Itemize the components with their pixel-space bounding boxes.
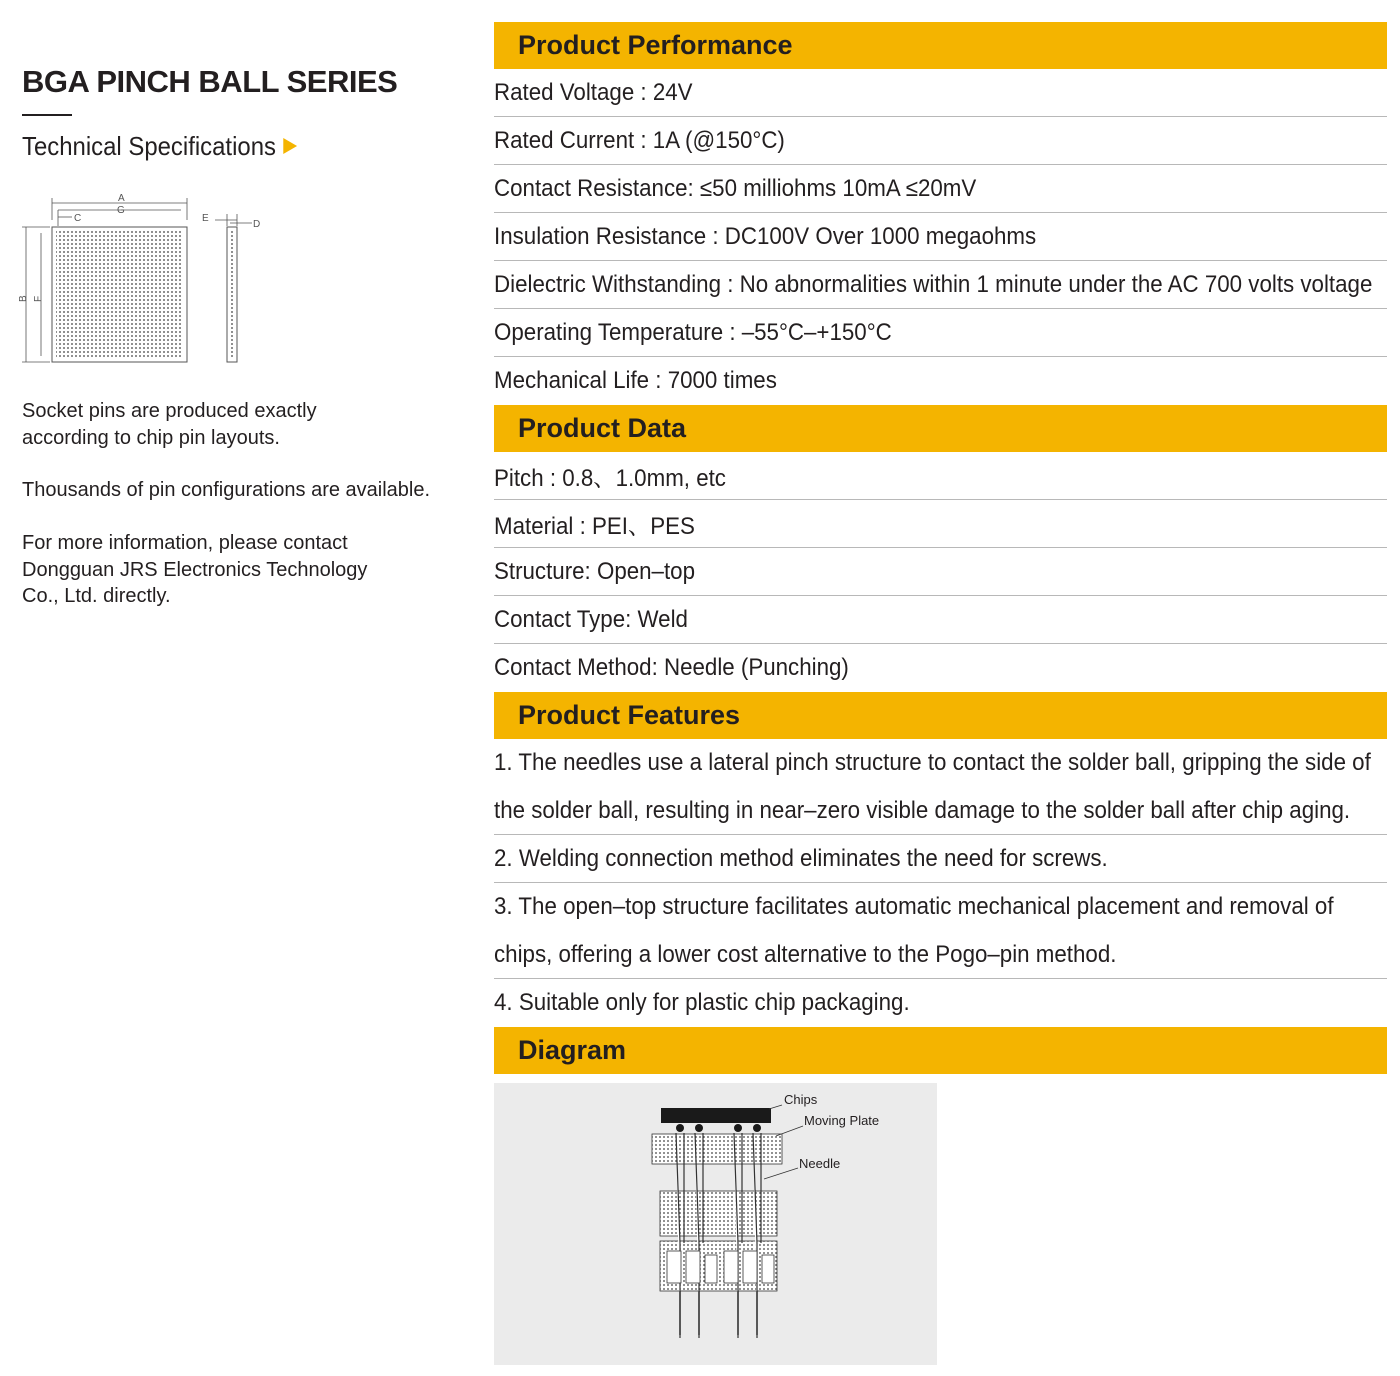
spec-dimension-drawing	[18, 190, 272, 370]
spec-row: Insulation Resistance : DC100V Over 1000 megaohms	[494, 213, 1387, 261]
feature-row: 4. Suitable only for plastic chip packaging.	[494, 989, 910, 1016]
spec-row: Mechanical Life : 7000 times	[494, 367, 777, 394]
diagram-label-chips: Chips	[784, 1092, 818, 1107]
spec-row: Operating Temperature : –55°C–+150°C	[494, 309, 1387, 357]
paragraph-socket-pins: Socket pins are produced exactly according to chip pin layouts.	[22, 400, 317, 449]
right-column	[494, 22, 1387, 1365]
paragraph-contact: For more information, please contact Dongguan JRS Electronics Technology Co., Ltd. directly.	[22, 532, 368, 607]
dim-label-a: A	[118, 193, 125, 204]
title-underline	[22, 114, 72, 116]
dim-label-e: E	[202, 213, 209, 224]
feature-row: 3. The open–top structure facilitates automatic mechanical placement and removal of	[494, 893, 1334, 920]
series-title: BGA PINCH BALL SERIES	[22, 64, 398, 99]
play-arrow-icon	[283, 138, 297, 154]
feature-row: 1. The needles use a lateral pinch structure to contact the solder ball, gripping the side of	[494, 749, 1371, 776]
feature-row: chips, offering a lower cost alternative to the Pogo–pin method.	[494, 931, 1387, 979]
section-header-diagram: Diagram	[494, 1027, 1387, 1074]
dim-label-b: B	[18, 295, 29, 302]
data-row: Contact Type: Weld	[494, 596, 1387, 644]
diagram-label-moving-plate: Moving Plate	[804, 1113, 880, 1128]
feature-row: 2. Welding connection method eliminates the need for screws.	[494, 835, 1387, 883]
diagram-label-needle: Needle	[799, 1156, 841, 1171]
dim-label-d: D	[253, 219, 261, 230]
spec-row: Contact Resistance: ≤50 milliohms 10mA ≤20mV	[494, 165, 1387, 213]
spec-row: Rated Current : 1A (@150°C)	[494, 117, 1387, 165]
data-row: Pitch : 0.8、1.0mm, etc	[494, 452, 1387, 500]
dim-label-g: G	[117, 205, 125, 216]
technical-specifications-heading	[22, 131, 297, 162]
dim-label-c: C	[74, 213, 82, 224]
data-row: Contact Method: Needle (Punching)	[494, 654, 849, 681]
spec-row: Rated Voltage : 24V	[494, 69, 1387, 117]
dim-label-f: F	[33, 295, 44, 302]
spec-row: Dielectric Withstanding : No abnormalities within 1 minute under the AC 700 volts voltage	[494, 261, 1387, 309]
technical-specifications-label: Technical Specifications	[22, 131, 276, 161]
section-header-data: Product Data	[494, 405, 1387, 452]
section-header-features: Product Features	[494, 692, 1387, 739]
section-header-performance: Product Performance	[494, 22, 1387, 69]
data-row: Material : PEI、PES	[494, 500, 1387, 548]
data-row: Structure: Open–top	[494, 548, 1387, 596]
socket-cross-section-diagram	[494, 1083, 937, 1365]
feature-row: the solder ball, resulting in near–zero visible damage to the solder ball after chip aging.	[494, 787, 1387, 835]
paragraph-configurations: Thousands of pin configurations are available.	[22, 479, 431, 501]
